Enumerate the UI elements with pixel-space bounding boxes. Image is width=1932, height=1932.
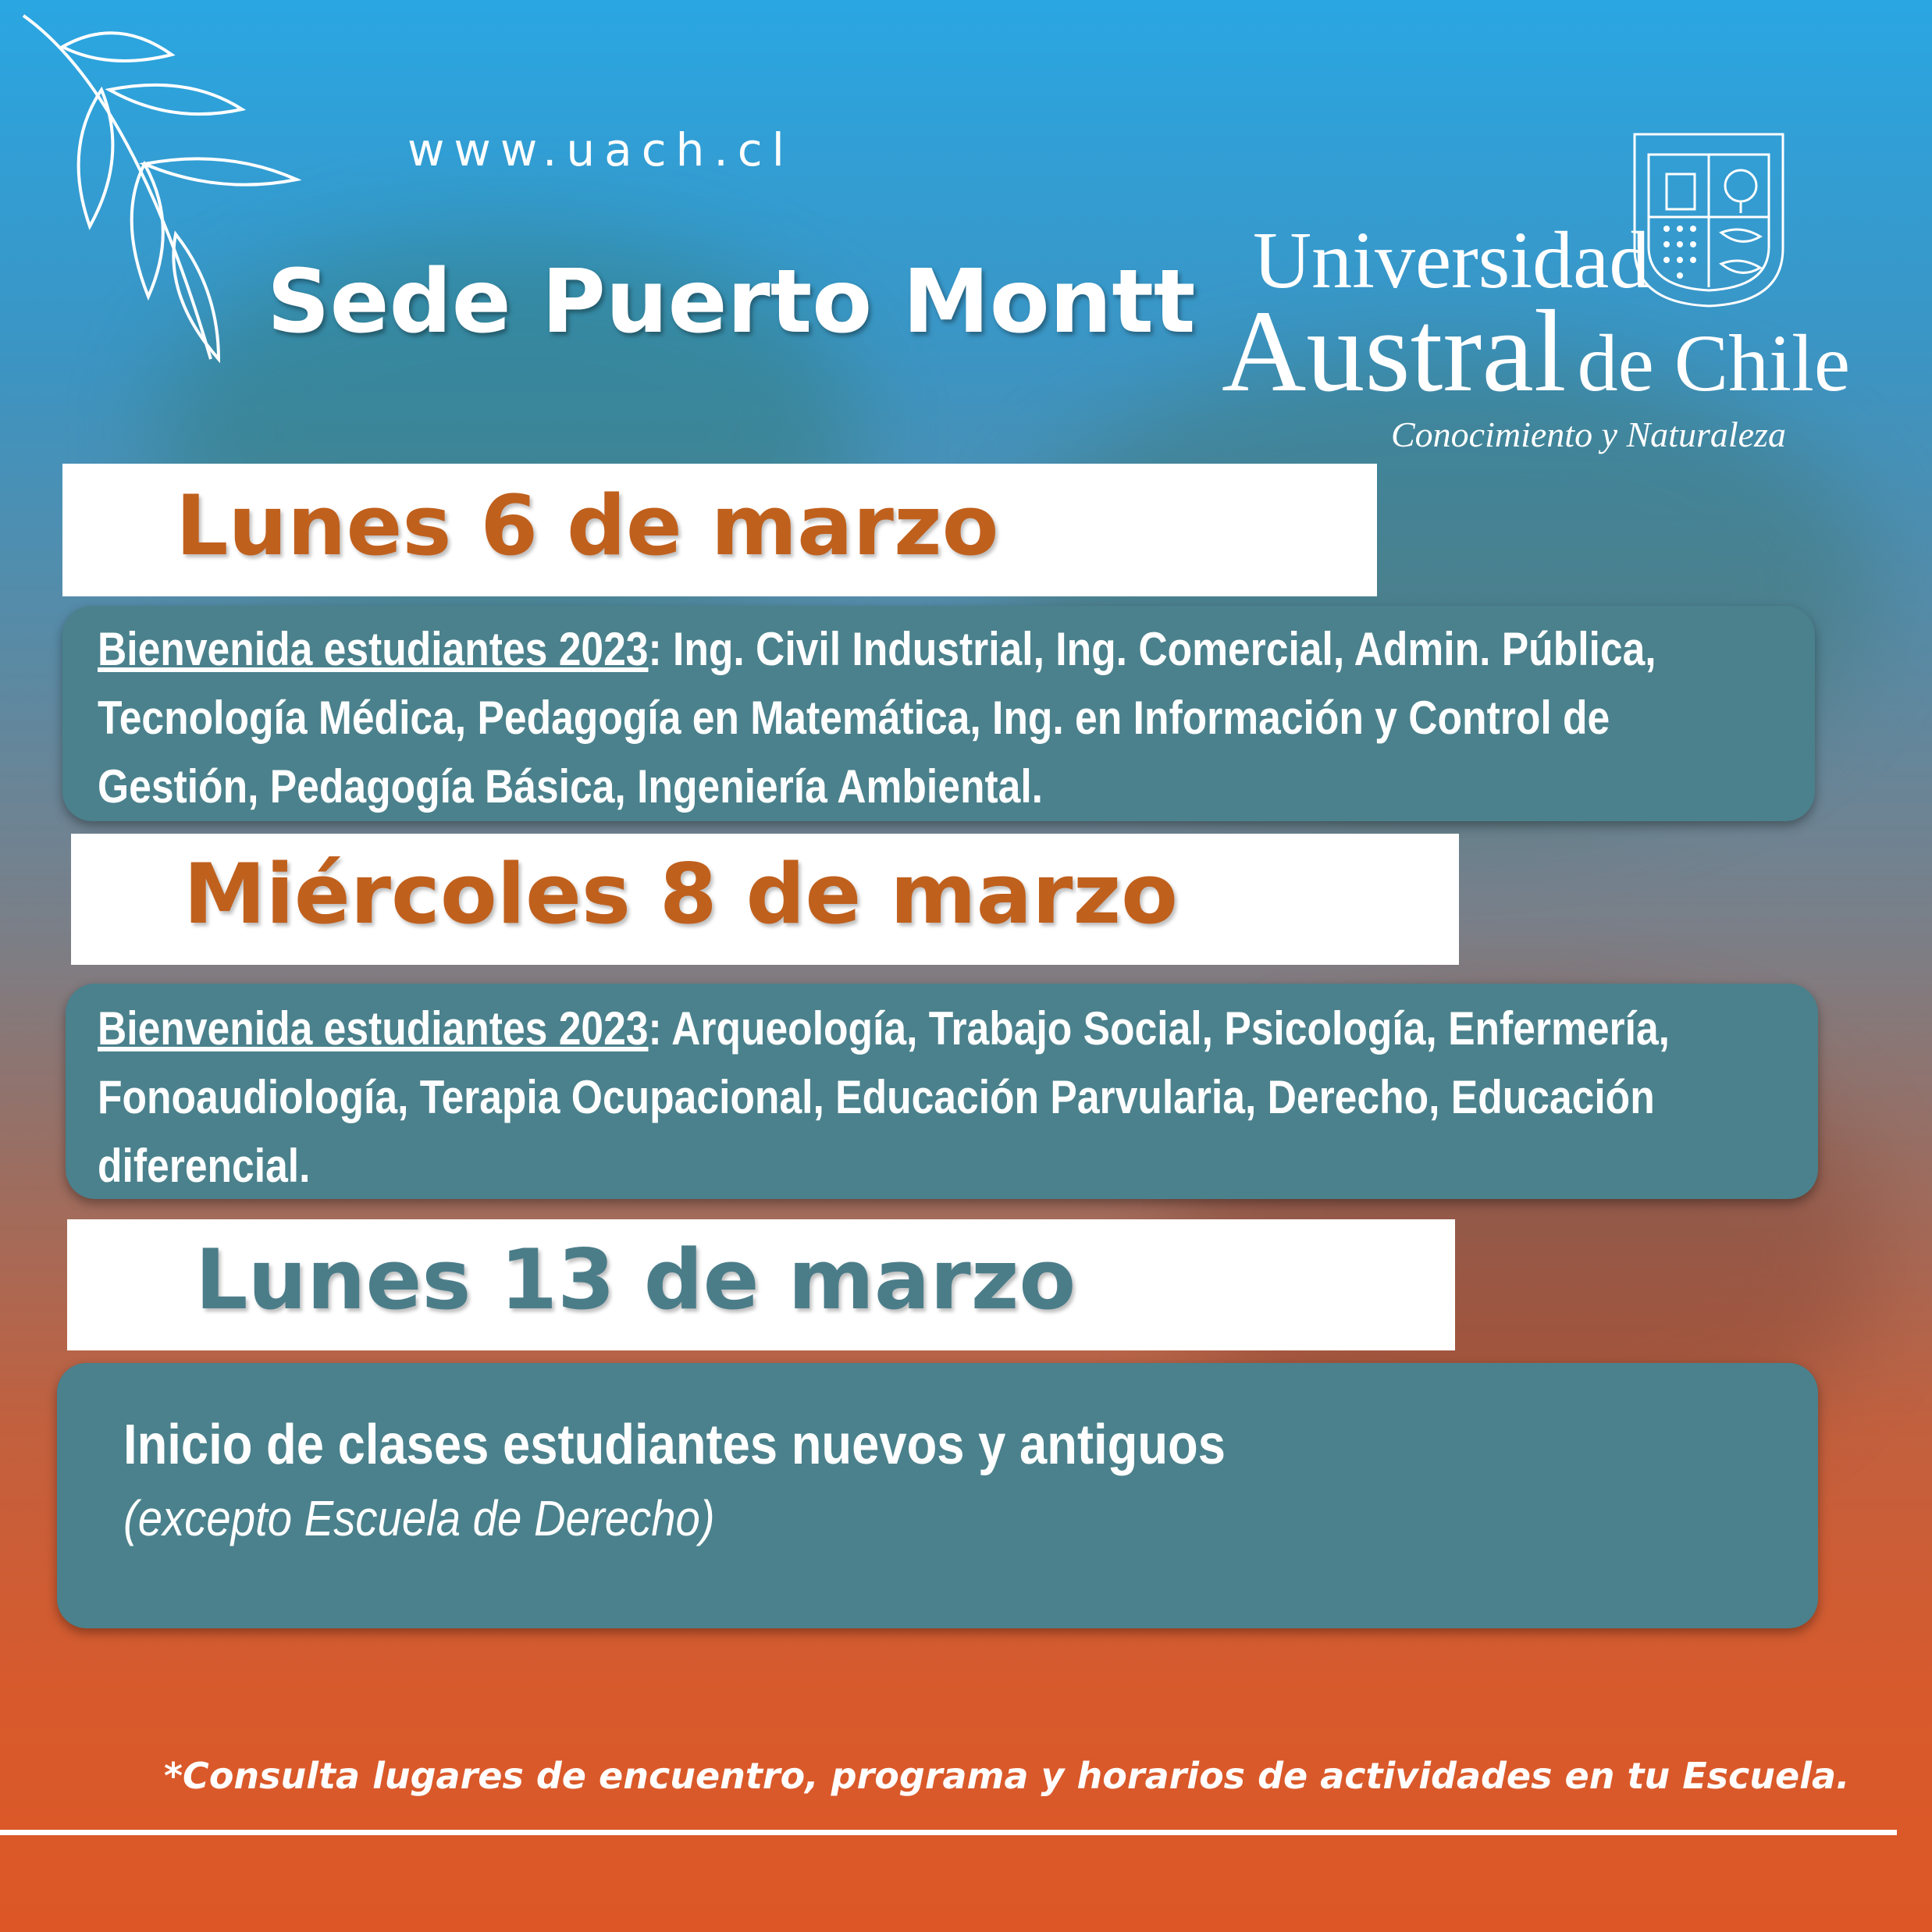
event-1-text xyxy=(98,615,1682,821)
date-lunes-13: Lunes 13 de marzo xyxy=(195,1232,1076,1328)
event-2-heading: Bienvenida estudiantes 2023 xyxy=(98,1002,649,1055)
university-crest-icon xyxy=(1631,131,1786,309)
event-1-programs: : Ing. Civil Industrial, Ing. Comercial, Admin. Pública, Tecnología Médica, Pedagogía en Matemática, Ing. en Información y Control de Gestión, Pedagogía Básica, Ingeniería Ambiental. xyxy=(98,623,1656,813)
footnote: *Consulta lugares de encuentro, programa y horarios de actividades en tu Escuela. xyxy=(164,1755,1850,1797)
event-2-text xyxy=(98,994,1682,1201)
event-1-heading: Bienvenida estudiantes 2023 xyxy=(98,623,649,675)
date-miercoles-8: Miércoles 8 de marzo xyxy=(183,846,1178,942)
date-lunes-6: Lunes 6 de marzo xyxy=(176,478,999,574)
campus-title: Sede Puerto Montt xyxy=(267,251,1196,353)
event-panel-1 xyxy=(62,606,1815,821)
event-panel-2 xyxy=(66,984,1818,1199)
logo-austral-line xyxy=(1222,286,1851,416)
logo-tagline: Conocimiento y Naturaleza xyxy=(1391,415,1786,454)
classes-start-note: (excepto Escuela de Derecho) xyxy=(123,1490,715,1546)
event-2-programs: : Arqueología, Trabajo Social, Psicología, Enfermería, Fonoaudiología, Terapia Ocupacional, Educación Parvularia, Derecho, Educación diferencial. xyxy=(98,1002,1670,1192)
classes-start-title: Inicio de clases estudiantes nuevos y antiguos xyxy=(123,1414,1226,1476)
logo-austral: Austral xyxy=(1222,286,1567,416)
website-url: www.uach.cl xyxy=(407,123,794,176)
logo-de-chile: de Chile xyxy=(1577,318,1851,408)
footer-divider xyxy=(0,1830,1897,1835)
logo-universidad: Universidad xyxy=(1253,215,1650,305)
